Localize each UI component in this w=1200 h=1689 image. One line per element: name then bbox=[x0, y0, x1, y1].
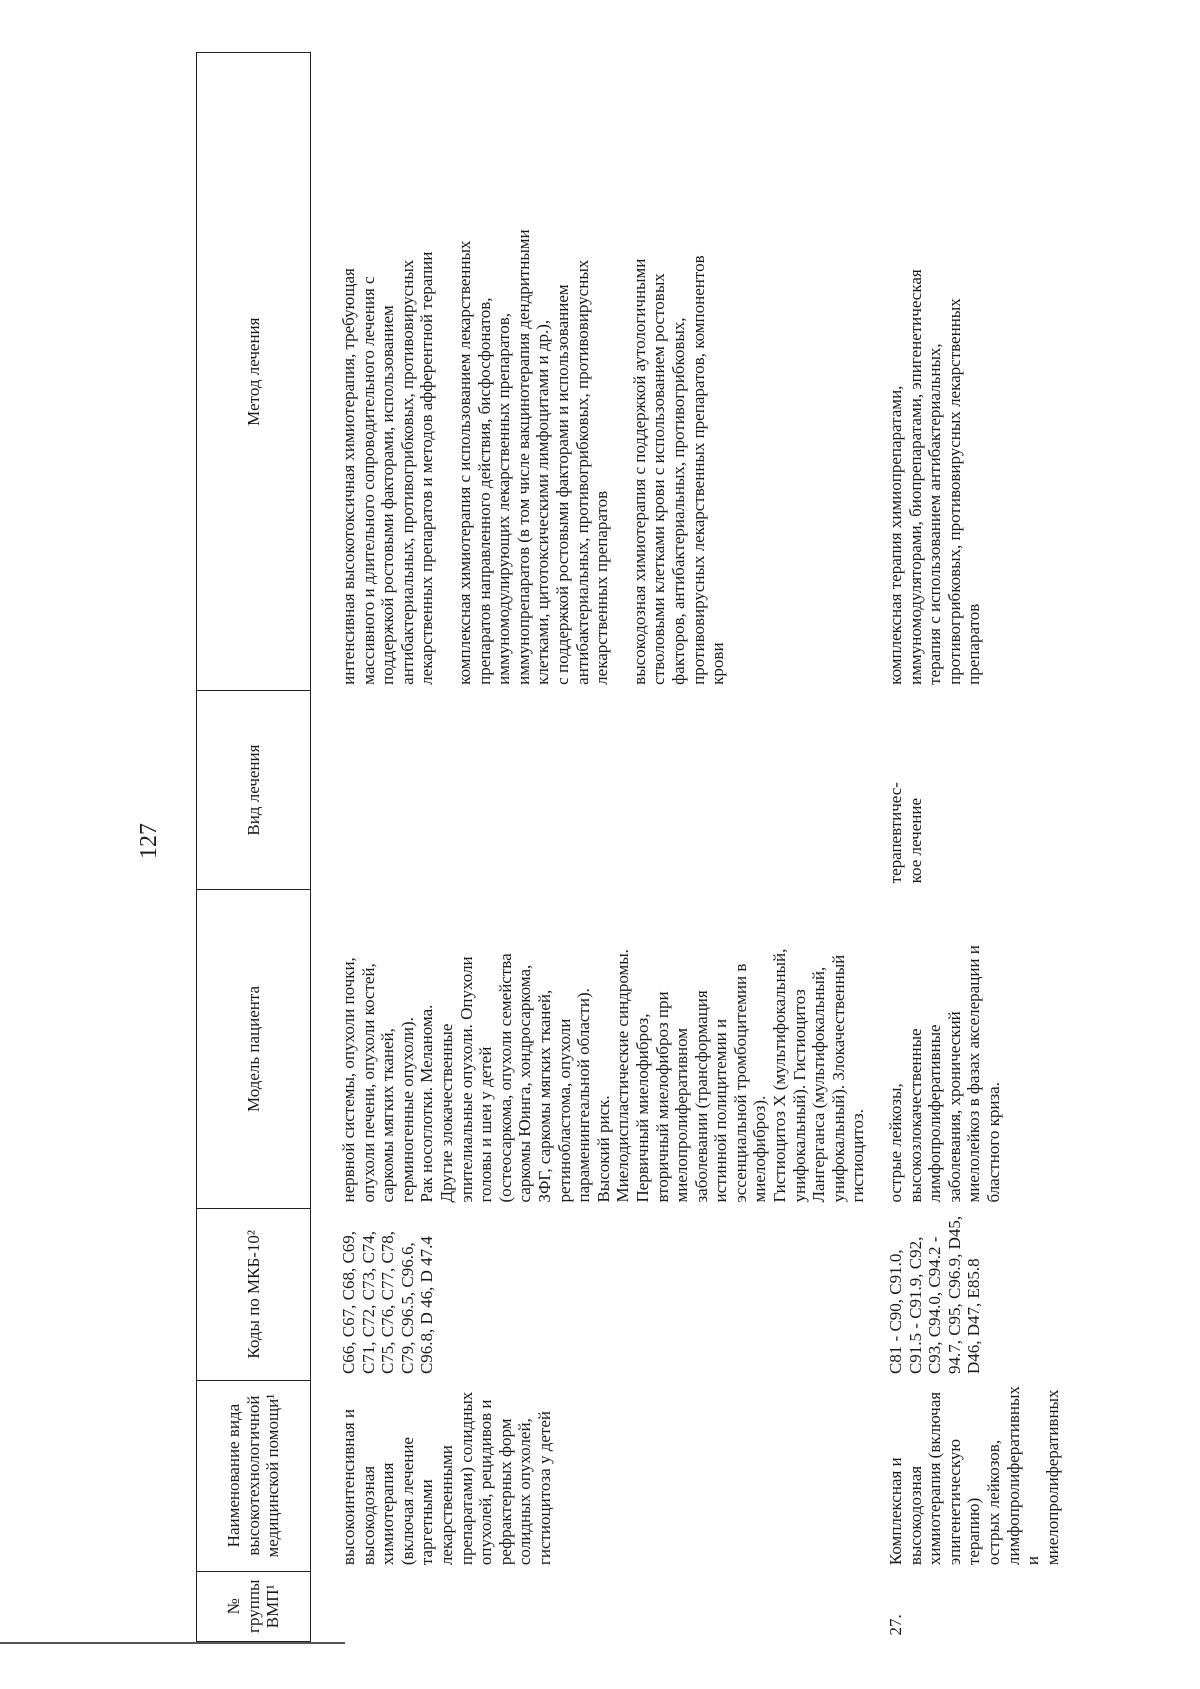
row-model: острые лейкозы, высокозлокачественные лимфопролиферативные заболевания, хронический миелолейкоз в фазах акселерации и бластного криза. bbox=[886, 945, 1003, 1203]
row-num: 27. bbox=[886, 1614, 906, 1636]
header-kind: Вид лечения bbox=[197, 691, 311, 890]
row-methods bbox=[311, 53, 869, 691]
row-name: высокоинтенсивная и высокодозная химиотерапия (включая лечение таргетными лекарственными препаратами) солидных опухолей, рецидивов и рефрактерных форм солидных опухолей, гистиоцитоза у детей bbox=[339, 1391, 554, 1566]
vmp-table bbox=[196, 52, 1062, 1642]
row-kind: терапевтичес- кое лечение bbox=[886, 782, 925, 884]
row-num bbox=[311, 1571, 869, 1641]
method-item: интенсивная высокотоксичная химиотерапия, требующая массивного и длительного сопроводительного лечения с поддержкой ростовыми факторами, использованием антибактериальных, противогрибковых, противовирусных лекарственных препаратов и методов афферентной терапии bbox=[339, 251, 437, 685]
header-codes: Коды по МКБ-10² bbox=[197, 1209, 311, 1381]
header-name: Наименование вида высокотехнологичной медицинской помощи¹ bbox=[197, 1380, 311, 1571]
rotated-page bbox=[136, 46, 1176, 1646]
divider-line bbox=[0, 1642, 345, 1644]
table-row bbox=[311, 53, 869, 1642]
header-method: Метод лечения bbox=[197, 53, 311, 691]
table-row bbox=[868, 53, 1062, 1642]
header-num: № группы ВМП¹ bbox=[197, 1571, 311, 1641]
row-name: Комплексная и высокодозная химиотерапия (включая эпигенетическую терапию) острых лейкозов, лимфопролиферативных и миелопролиферативных bbox=[886, 1386, 1062, 1566]
row-model: нервной системы, опухоли почки, опухоли печени, опухоли костей, саркомы мягких тканей, герминогенные опухоли). Рак носоглотки. Меланома. Другие злокачественные эпителиальные опухоли. Опухоли головы и шеи у детей (остеосаркома, опухоли семейства саркомы Юинга, хондросаркома, ЗФГ, саркомы мягких тканей, ретинобластома, опухоли параменингеальной области). Высокий риск. Миелодиспластические синдромы. Первичный миелофиброз, вторичный миелофиброз при миелопролиферативном заболевании (трансформация истинной полицитемии и эссенциальной тромбоцитемии в миелофиброз). Гистиоцитоз X (мультифокальный, унифокальный). Гистиоцитоз Лангерганса (мультифокальный, унифокальный). Злокачественный гистиоцитоз. bbox=[339, 948, 868, 1203]
row-kind bbox=[311, 691, 869, 890]
header-row bbox=[197, 53, 311, 1642]
method-item: высокодозная химиотерапия с поддержкой аутологичными стволовыми клетками крови с использованием ростовых факторов, антибактериальных, противогрибковых, противовирусных лекарственных препаратов, компонентов крови bbox=[629, 255, 728, 685]
method-item: комплексная терапия химиопрепаратами, иммуномодуляторами, биопрепаратами, эпигенетическая терапия с использованием антибактериальных, противогрибковых, противовирусных лекарственных препаратов bbox=[886, 269, 984, 685]
page-number: 127 bbox=[136, 823, 162, 859]
method-item: комплексная химиотерапия с использованием лекарственных препаратов направленного действия, бисфосфонатов, иммуномодулирующих лекарственных препаратов, иммунопрепаратов (в том числе вакцинотерапия дендритными клетками, цитотоксическими лимфоцитами и др.), с поддержкой ростовыми факторами и использованием антибактериальных, противогрибковых, противовирусных лекарственных препаратов bbox=[454, 229, 612, 685]
header-model: Модель пациента bbox=[197, 889, 311, 1208]
row-methods bbox=[868, 53, 1062, 691]
row-codes: C66, C67, C68, C69, C71, C72, C73, C74, C75, C76, C77, C78, C79, C96.5, C96.6, C96.8, D 46, D 47.4 bbox=[339, 1230, 437, 1375]
row-codes: C81 - C90, C91.0, C91.5 - C91.9, C92, C93, C94.0, C94.2 - 94.7, C95, C96.9, D45, D46, D47, E85.8 bbox=[886, 1215, 984, 1375]
